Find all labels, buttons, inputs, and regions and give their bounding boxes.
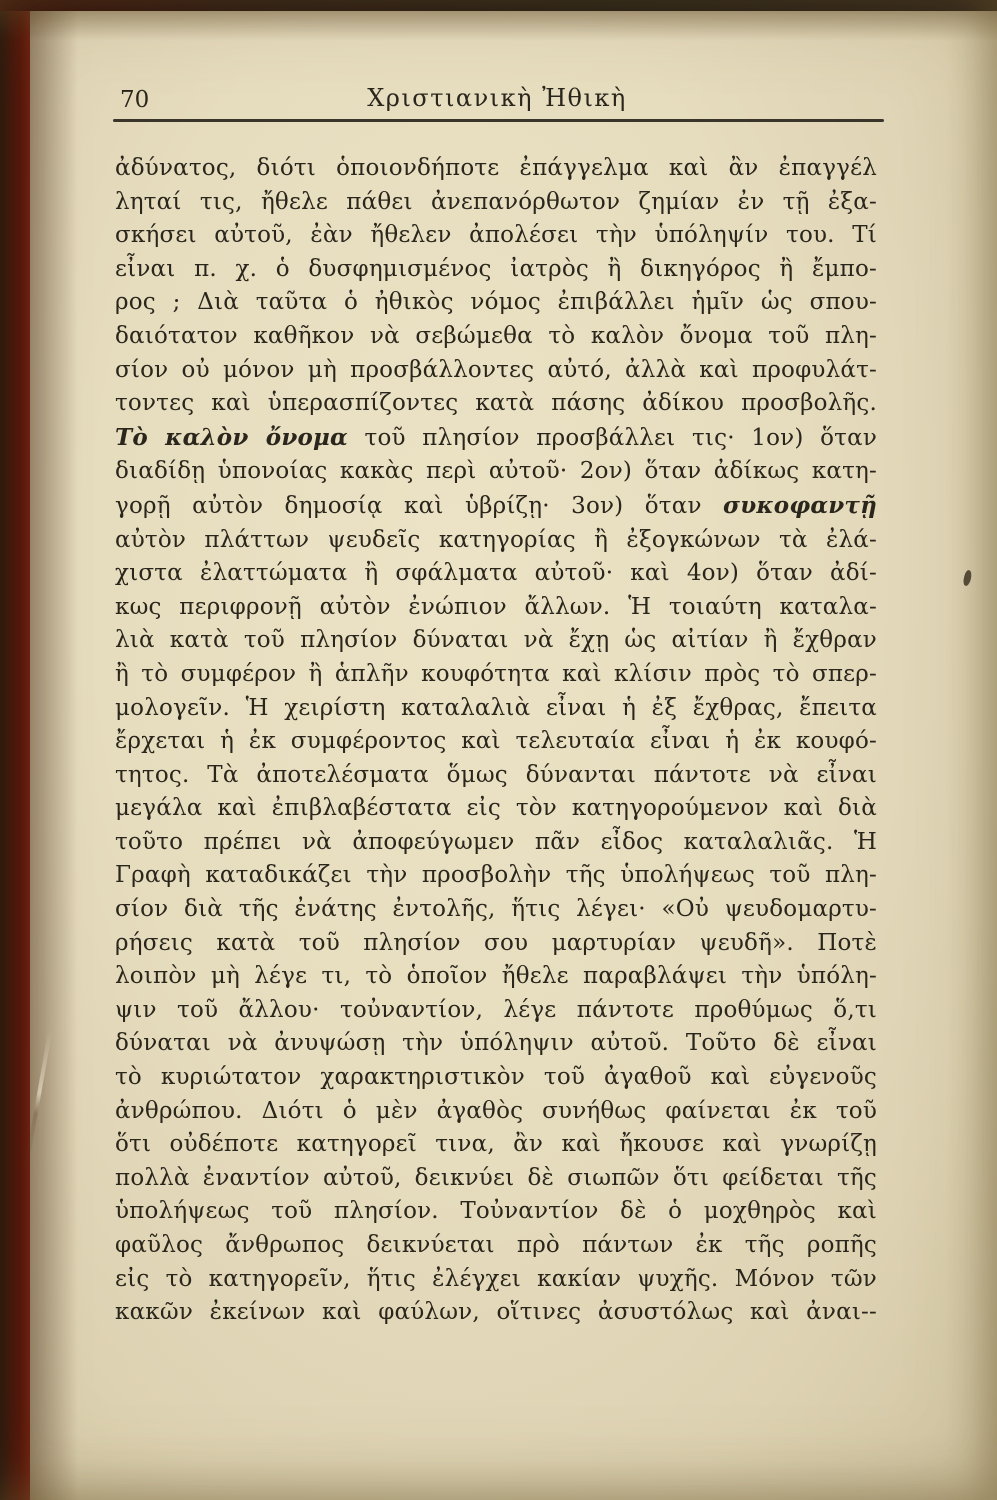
text-line: ὅτι οὐδέποτε κατηγορεῖ τινα, ἂν καὶ ἤκουσε καὶ γνωρίζῃ bbox=[115, 1131, 877, 1158]
text-line: ἀδύνατος, διότι ὁποιονδήποτε ἐπάγγελμα καὶ ἂν ἐπαγγέλ bbox=[115, 155, 877, 181]
text-line: ληταί τις, ἤθελε πάθει ἀνεπανόρθωτον ζημίαν ἐν τῇ ἐξα- bbox=[115, 188, 877, 215]
text-line: λιὰ κατὰ τοῦ πλησίον δύναται νὰ ἔχῃ ὡς αἰτίαν ἢ ἔχθραν bbox=[115, 627, 877, 654]
text-line: εἶναι π. χ. ὁ δυσφημισμένος ἰατρὸς ἢ δικηγόρος ἢ ἔμπο- bbox=[115, 255, 877, 282]
running-title: Χριστιανικὴ Ἠθικὴ bbox=[367, 84, 627, 112]
text-line: ρήσεις κατὰ τοῦ πλησίον σου μαρτυρίαν ψευδῆ». Ποτὲ bbox=[115, 929, 877, 956]
text-line: λοιπὸν μὴ λέγε τι, τὸ ὁποῖον ἤθελε παραβλάψει τὴν ὑπόλη- bbox=[115, 963, 877, 990]
binding-edge bbox=[0, 0, 30, 1500]
binding-shadow bbox=[30, 0, 78, 1500]
text-line: μολογεῖν. Ἡ χειρίστη καταλαλιὰ εἶναι ἡ ἐξ ἔχθρας, ἔπειτα bbox=[115, 694, 877, 721]
text-line: διαδίδῃ ὑπονοίας κακὰς περὶ αὐτοῦ· 2ον) ὅταν ἀδίκως κατη- bbox=[115, 458, 877, 485]
text-line: σίον οὐ μόνον μὴ προσβάλλοντες αὐτό, ἀλλὰ καὶ προφυλάτ- bbox=[115, 356, 877, 383]
text-line: ἔρχεται ἡ ἐκ συμφέροντος καὶ τελευταία εἶναι ἡ ἐκ κουφό- bbox=[115, 728, 877, 755]
page-number: 70 bbox=[120, 87, 150, 113]
text-line: σκήσει αὐτοῦ, ἐὰν ἤθελεν ἀπολέσει τὴν ὑπόληψίν του. Τί bbox=[115, 222, 877, 249]
text-line: πολλὰ ἐναντίον αὐτοῦ, δεικνύει δὲ σιωπῶν ὅτι φείδεται τῆς bbox=[115, 1164, 877, 1191]
header-rule bbox=[113, 119, 884, 122]
text-line: κως περιφρονῇ αὐτὸν ἐνώπιον ἄλλων. Ἡ τοιαύτη καταλα- bbox=[115, 593, 877, 620]
text-line: δαιότατον καθῆκον νὰ σεβώμεθα τὸ καλὸν ὄνομα τοῦ πλη- bbox=[115, 322, 877, 349]
text-line: χιστα ἐλαττώματα ἢ σφάλματα αὐτοῦ· καὶ 4ον) ὅταν ἀδί- bbox=[115, 560, 877, 587]
text-line: εἰς τὸ κατηγορεῖν, ἥτις ἐλέγχει κακίαν ψυχῆς. Μόνον τῶν bbox=[115, 1265, 877, 1292]
body-text bbox=[115, 152, 877, 1330]
text-line: Γραφὴ καταδικάζει τὴν προσβολὴν τῆς ὑπολήψεως τοῦ πλη- bbox=[115, 862, 877, 889]
text-line: ἀνθρώπου. Διότι ὁ μὲν ἀγαθὸς συνήθως φαίνεται ἐκ τοῦ bbox=[115, 1097, 877, 1124]
text-line: δύναται νὰ ἀνυψώσῃ τὴν ὑπόληψιν αὐτοῦ. Τοῦτο δὲ εἶναι bbox=[115, 1030, 877, 1057]
text-line: σίον διὰ τῆς ἐνάτης ἐντολῆς, ἥτις λέγει· «Οὐ ψευδομαρτυ- bbox=[115, 896, 877, 923]
text-line: φαῦλος ἄνθρωπος δεικνύεται πρὸ πάντων ἐκ τῆς ροπῆς bbox=[115, 1232, 877, 1258]
text-line: τὸ κυριώτατον χαρακτηριστικὸν τοῦ ἀγαθοῦ καὶ εὐγενοῦς bbox=[115, 1064, 877, 1091]
page-top-edge bbox=[0, 0, 997, 11]
text-line: ὑπολήψεως τοῦ πλησίον. Τοὐναντίον δὲ ὁ μοχθηρὸς καὶ bbox=[115, 1198, 877, 1225]
text-line: ψιν τοῦ ἄλλου· τοὐναντίον, λέγε πάντοτε προθύμως ὅ,τι bbox=[115, 996, 877, 1023]
text-line: τοντες καὶ ὑπερασπίζοντες κατὰ πάσης ἀδίκου προσβολῆς. bbox=[115, 390, 877, 417]
text-line: Τὸ καλὸν ὄνομα τοῦ πλησίον προσβάλλει τις· 1ον) ὅταν bbox=[115, 423, 877, 451]
text-line: μεγάλα καὶ ἐπιβλαβέστατα εἰς τὸν κατηγορούμενον καὶ διὰ bbox=[115, 795, 877, 822]
text-line: κακῶν ἐκείνων καὶ φαύλων, οἵτινες ἀσυστόλως καὶ ἀναι-- bbox=[115, 1299, 877, 1326]
text-line: αὐτὸν πλάττων ψευδεῖς κατηγορίας ἢ ἐξογκώνων τὰ ἐλά- bbox=[115, 526, 877, 553]
page-header bbox=[115, 84, 879, 116]
page-top-shadow bbox=[0, 11, 997, 41]
ink-mark bbox=[962, 569, 973, 586]
text-line: ρος ; Διὰ ταῦτα ὁ ἠθικὸς νόμος ἐπιβάλλει ἡμῖν ὡς σπου- bbox=[115, 289, 877, 316]
text-line: τητος. Τὰ ἀποτελέσματα ὅμως δύνανται πάντοτε νὰ εἶναι bbox=[115, 761, 877, 788]
text-line: τοῦτο πρέπει νὰ ἀποφεύγωμεν πᾶν εἶδος καταλαλιᾶς. Ἡ bbox=[115, 828, 877, 855]
text-line: γορῇ αὐτὸν δημοσίᾳ καὶ ὑβρίζῃ· 3ον) ὅταν συκοφαντῇ bbox=[115, 491, 877, 519]
text-line: ἢ τὸ συμφέρον ἢ ἁπλῆν κουφότητα καὶ κλίσιν πρὸς τὸ σπερ- bbox=[115, 660, 877, 687]
